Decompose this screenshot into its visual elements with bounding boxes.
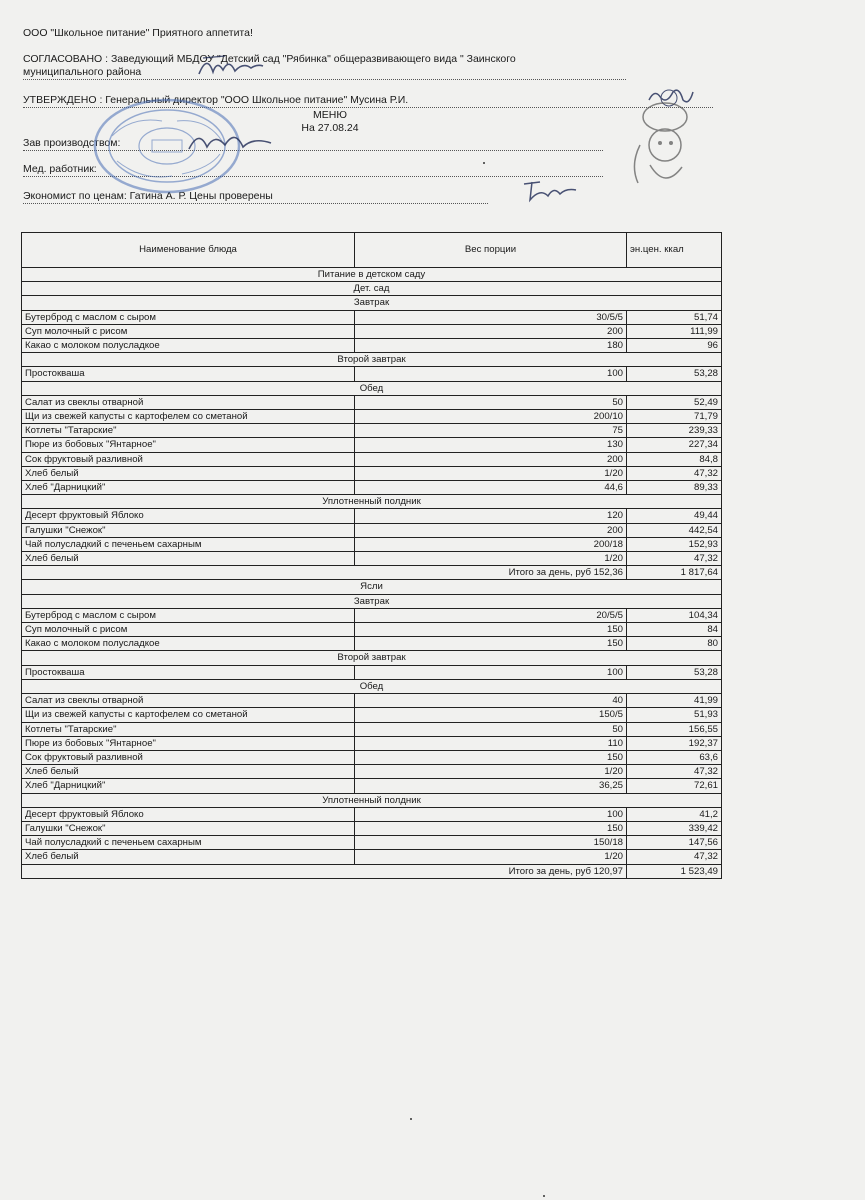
kcal-value: 84 [627,623,722,637]
table-row [22,509,722,523]
kcal-value: 152,93 [627,537,722,551]
portion-weight: 110 [355,736,627,750]
total-label: Итого за день, руб 152,36 [355,566,627,580]
kcal-value: 227,34 [627,438,722,452]
dish-name: Котлеты "Татарские" [22,722,355,736]
section-row [22,793,722,807]
total-kcal: 1 523,49 [627,864,722,878]
menu-title: МЕНЮ [313,109,347,121]
portion-weight: 150 [355,637,627,651]
portion-weight: 200 [355,452,627,466]
dish-name: Простокваша [22,367,355,381]
table-row [22,708,722,722]
total-row [22,864,722,878]
section-row [22,282,722,296]
table-row [22,395,722,409]
table-row [22,466,722,480]
kcal-value: 239,33 [627,424,722,438]
portion-weight: 30/5/5 [355,310,627,324]
kcal-value: 47,32 [627,850,722,864]
section-row [22,296,722,310]
section-label: Дет. сад [22,282,722,296]
chef-watermark-icon [620,95,710,195]
section-label: Питание в детском саду [22,268,722,282]
section-label: Второй завтрак [22,651,722,665]
total-row [22,566,722,580]
section-label: Ясли [22,580,722,594]
section-row [22,381,722,395]
table-row [22,665,722,679]
portion-weight: 50 [355,395,627,409]
kcal-value: 84,8 [627,452,722,466]
kcal-value: 96 [627,339,722,353]
dish-name: Сок фруктовый разливной [22,750,355,764]
dish-name: Суп молочный с рисом [22,324,355,338]
med-worker-label: Мед. работник: [23,163,97,175]
total-spacer [22,566,355,580]
dish-name: Хлеб "Дарницкий" [22,481,355,495]
section-row [22,594,722,608]
portion-weight: 150 [355,821,627,835]
table-row [22,367,722,381]
table-row [22,410,722,424]
kcal-value: 72,61 [627,779,722,793]
portion-weight: 130 [355,438,627,452]
kcal-value: 111,99 [627,324,722,338]
portion-weight: 75 [355,424,627,438]
kcal-value: 147,56 [627,836,722,850]
agreed-line-2: муниципального района [23,66,142,78]
table-row [22,836,722,850]
agreed-underline [23,79,626,80]
kcal-value: 192,37 [627,736,722,750]
dish-name: Хлеб белый [22,466,355,480]
dish-name: Хлеб "Дарницкий" [22,779,355,793]
kcal-value: 442,54 [627,523,722,537]
table-row [22,623,722,637]
portion-weight: 150/18 [355,836,627,850]
table-row [22,722,722,736]
table-row [22,424,722,438]
dish-name: Чай полусладкий с печеньем сахарным [22,537,355,551]
portion-weight: 1/20 [355,850,627,864]
portion-weight: 20/5/5 [355,608,627,622]
portion-weight: 120 [355,509,627,523]
approved-line: УТВЕРЖДЕНО : Генеральный директор "ООО Школьное питание" Мусина Р.И. [23,94,409,106]
dish-name: Какао с молоком полусладкое [22,637,355,651]
kcal-value: 47,32 [627,552,722,566]
kcal-value: 41,2 [627,807,722,821]
dish-name: Пюре из бобовых "Янтарное" [22,736,355,750]
portion-weight: 150 [355,623,627,637]
dish-name: Простокваша [22,665,355,679]
portion-weight: 1/20 [355,765,627,779]
kcal-value: 53,28 [627,367,722,381]
table-row [22,736,722,750]
kcal-value: 52,49 [627,395,722,409]
portion-weight: 150/5 [355,708,627,722]
dish-name: Десерт фруктовый Яблоко [22,509,355,523]
kcal-value: 41,99 [627,694,722,708]
section-label: Обед [22,679,722,693]
dish-name: Щи из свежей капусты с картофелем со сметаной [22,708,355,722]
portion-weight: 100 [355,807,627,821]
table-row [22,608,722,622]
section-row [22,651,722,665]
dish-name: Суп молочный с рисом [22,623,355,637]
table-row [22,339,722,353]
kcal-value: 339,42 [627,821,722,835]
column-header-kcal: эн.цен. ккал [627,233,722,268]
portion-weight: 100 [355,367,627,381]
scan-speck [543,1195,545,1197]
dish-name: Хлеб белый [22,552,355,566]
portion-weight: 150 [355,750,627,764]
dish-name: Салат из свеклы отварной [22,395,355,409]
kcal-value: 51,93 [627,708,722,722]
kcal-value: 51,74 [627,310,722,324]
dish-name: Бутерброд с маслом с сыром [22,608,355,622]
menu-table [21,232,722,879]
portion-weight: 200/10 [355,410,627,424]
dish-name: Котлеты "Татарские" [22,424,355,438]
dish-name: Хлеб белый [22,850,355,864]
section-row [22,495,722,509]
portion-weight: 180 [355,339,627,353]
company-line: ООО "Школьное питание" Приятного аппетита! [23,27,253,39]
table-row [22,637,722,651]
kcal-value: 80 [627,637,722,651]
dish-name: Сок фруктовый разливной [22,452,355,466]
dish-name: Бутерброд с маслом с сыром [22,310,355,324]
kcal-value: 71,79 [627,410,722,424]
portion-weight: 1/20 [355,466,627,480]
portion-weight: 200/18 [355,537,627,551]
portion-weight: 1/20 [355,552,627,566]
scan-speck [410,1118,412,1120]
kcal-value: 49,44 [627,509,722,523]
agreed-line-1: СОГЛАСОВАНО : Заведующий МБДОУ "Детский сад "Рябинка" общеразвивающего вида " Заинского [23,53,516,65]
table-header-row [22,233,722,268]
section-label: Обед [22,381,722,395]
table-row [22,438,722,452]
dish-name: Галушки "Снежок" [22,523,355,537]
economist-line: Экономист по ценам: Гатина А. Р. Цены проверены [23,190,273,202]
column-header-dish: Наименование блюда [22,233,355,268]
signature-director-icon [195,52,265,82]
portion-weight: 200 [355,523,627,537]
total-label: Итого за день, руб 120,97 [355,864,627,878]
portion-weight: 40 [355,694,627,708]
section-row [22,580,722,594]
section-label: Уплотненный полдник [22,495,722,509]
table-row [22,821,722,835]
table-row [22,850,722,864]
portion-weight: 200 [355,324,627,338]
table-row [22,552,722,566]
dish-name: Какао с молоком полусладкое [22,339,355,353]
table-row [22,765,722,779]
kcal-value: 47,32 [627,765,722,779]
signature-production-icon [185,125,275,160]
kcal-value: 89,33 [627,481,722,495]
table-row [22,537,722,551]
signature-economist-icon [520,178,580,206]
portion-weight: 36,25 [355,779,627,793]
section-label: Уплотненный полдник [22,793,722,807]
kcal-value: 156,55 [627,722,722,736]
section-label: Завтрак [22,296,722,310]
dish-name: Хлеб белый [22,765,355,779]
dish-name: Салат из свеклы отварной [22,694,355,708]
table-row [22,324,722,338]
kcal-value: 104,34 [627,608,722,622]
section-row [22,268,722,282]
kcal-value: 53,28 [627,665,722,679]
portion-weight: 50 [355,722,627,736]
total-spacer [22,864,355,878]
scan-speck [483,162,485,164]
dish-name: Щи из свежей капусты с картофелем со сметаной [22,410,355,424]
production-head-label: Зав производством: [23,137,121,149]
table-row [22,310,722,324]
portion-weight: 44,6 [355,481,627,495]
table-row [22,481,722,495]
dish-name: Чай полусладкий с печеньем сахарным [22,836,355,850]
section-label: Второй завтрак [22,353,722,367]
table-row [22,452,722,466]
section-row [22,353,722,367]
column-header-weight: Вес порции [355,233,627,268]
table-row [22,779,722,793]
table-row [22,750,722,764]
economist-underline [23,203,488,204]
table-row [22,694,722,708]
kcal-value: 63,6 [627,750,722,764]
total-kcal: 1 817,64 [627,566,722,580]
menu-date: На 27.08.24 [301,122,359,134]
section-row [22,679,722,693]
dish-name: Десерт фруктовый Яблоко [22,807,355,821]
table-row [22,523,722,537]
kcal-value: 47,32 [627,466,722,480]
section-label: Завтрак [22,594,722,608]
portion-weight: 100 [355,665,627,679]
dish-name: Пюре из бобовых "Янтарное" [22,438,355,452]
dish-name: Галушки "Снежок" [22,821,355,835]
table-row [22,807,722,821]
